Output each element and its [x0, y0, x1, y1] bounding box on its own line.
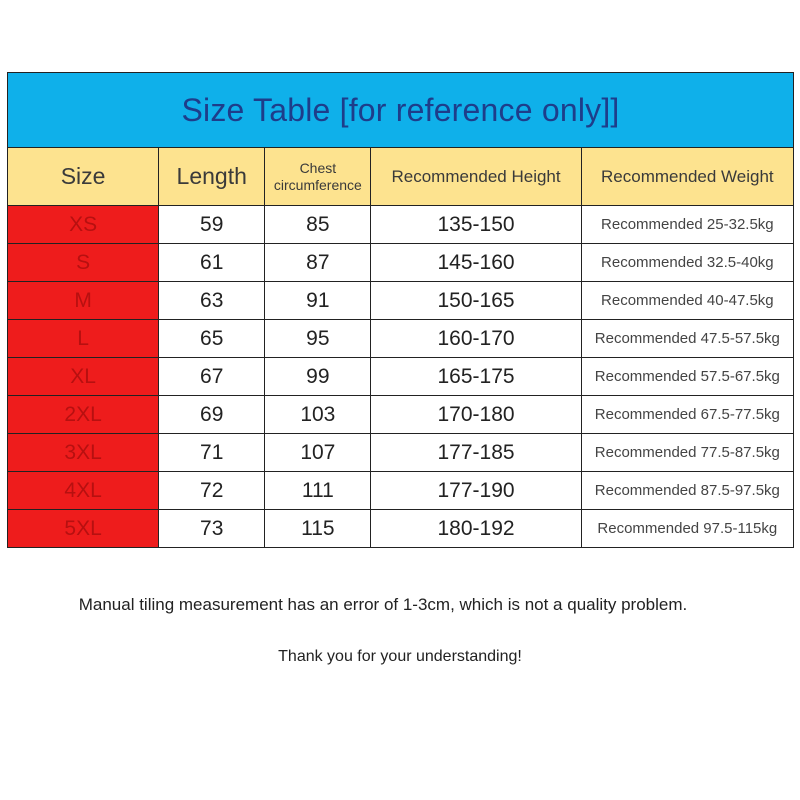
height-cell: 135-150: [371, 206, 581, 244]
table-row: [8, 320, 794, 358]
size-cell: S: [8, 244, 159, 282]
weight-cell: Recommended 57.5-67.5kg: [581, 358, 793, 396]
length-cell: 71: [159, 434, 265, 472]
height-cell: 150-165: [371, 282, 581, 320]
chest-cell: 99: [265, 358, 371, 396]
weight-cell: Recommended 40-47.5kg: [581, 282, 793, 320]
weight-cell: Recommended 97.5-115kg: [581, 510, 793, 548]
header-row: [8, 148, 794, 206]
table-row: [8, 510, 794, 548]
weight-cell: Recommended 67.5-77.5kg: [581, 396, 793, 434]
size-cell: XL: [8, 358, 159, 396]
weight-cell: Recommended 32.5-40kg: [581, 244, 793, 282]
chest-cell: 95: [265, 320, 371, 358]
height-cell: 145-160: [371, 244, 581, 282]
chest-cell: 111: [265, 472, 371, 510]
size-cell: 4XL: [8, 472, 159, 510]
header-length: Length: [159, 148, 265, 206]
table-title: Size Table [for reference only]]: [8, 73, 794, 148]
size-cell: 3XL: [8, 434, 159, 472]
chest-cell: 91: [265, 282, 371, 320]
length-cell: 69: [159, 396, 265, 434]
size-cell: M: [8, 282, 159, 320]
size-cell: XS: [8, 206, 159, 244]
weight-cell: Recommended 25-32.5kg: [581, 206, 793, 244]
size-table: [7, 72, 794, 548]
table-row: [8, 396, 794, 434]
height-cell: 160-170: [371, 320, 581, 358]
length-cell: 59: [159, 206, 265, 244]
length-cell: 61: [159, 244, 265, 282]
thanks-note: Thank you for your understanding!: [278, 648, 522, 665]
height-cell: 180-192: [371, 510, 581, 548]
weight-cell: Recommended 77.5-87.5kg: [581, 434, 793, 472]
chest-cell: 85: [265, 206, 371, 244]
length-cell: 63: [159, 282, 265, 320]
size-cell: 5XL: [8, 510, 159, 548]
table-row: [8, 244, 794, 282]
length-cell: 73: [159, 510, 265, 548]
weight-cell: Recommended 47.5-57.5kg: [581, 320, 793, 358]
height-cell: 177-190: [371, 472, 581, 510]
table-row: [8, 282, 794, 320]
table-body: [8, 206, 794, 548]
chest-cell: 115: [265, 510, 371, 548]
length-cell: 65: [159, 320, 265, 358]
size-cell: L: [8, 320, 159, 358]
chest-cell: 103: [265, 396, 371, 434]
length-cell: 67: [159, 358, 265, 396]
height-cell: 177-185: [371, 434, 581, 472]
header-chest: Chest circumference: [265, 148, 371, 206]
size-cell: 2XL: [8, 396, 159, 434]
table-row: [8, 434, 794, 472]
header-weight: Recommended Weight: [581, 148, 793, 206]
header-size: Size: [8, 148, 159, 206]
table-row: [8, 206, 794, 244]
chest-cell: 87: [265, 244, 371, 282]
chest-cell: 107: [265, 434, 371, 472]
weight-cell: Recommended 87.5-97.5kg: [581, 472, 793, 510]
height-cell: 165-175: [371, 358, 581, 396]
table-row: [8, 472, 794, 510]
measurement-note: Manual tiling measurement has an error of 1-3cm, which is not a quality problem.: [78, 595, 688, 614]
height-cell: 170-180: [371, 396, 581, 434]
header-height: Recommended Height: [371, 148, 581, 206]
length-cell: 72: [159, 472, 265, 510]
table-row: [8, 358, 794, 396]
